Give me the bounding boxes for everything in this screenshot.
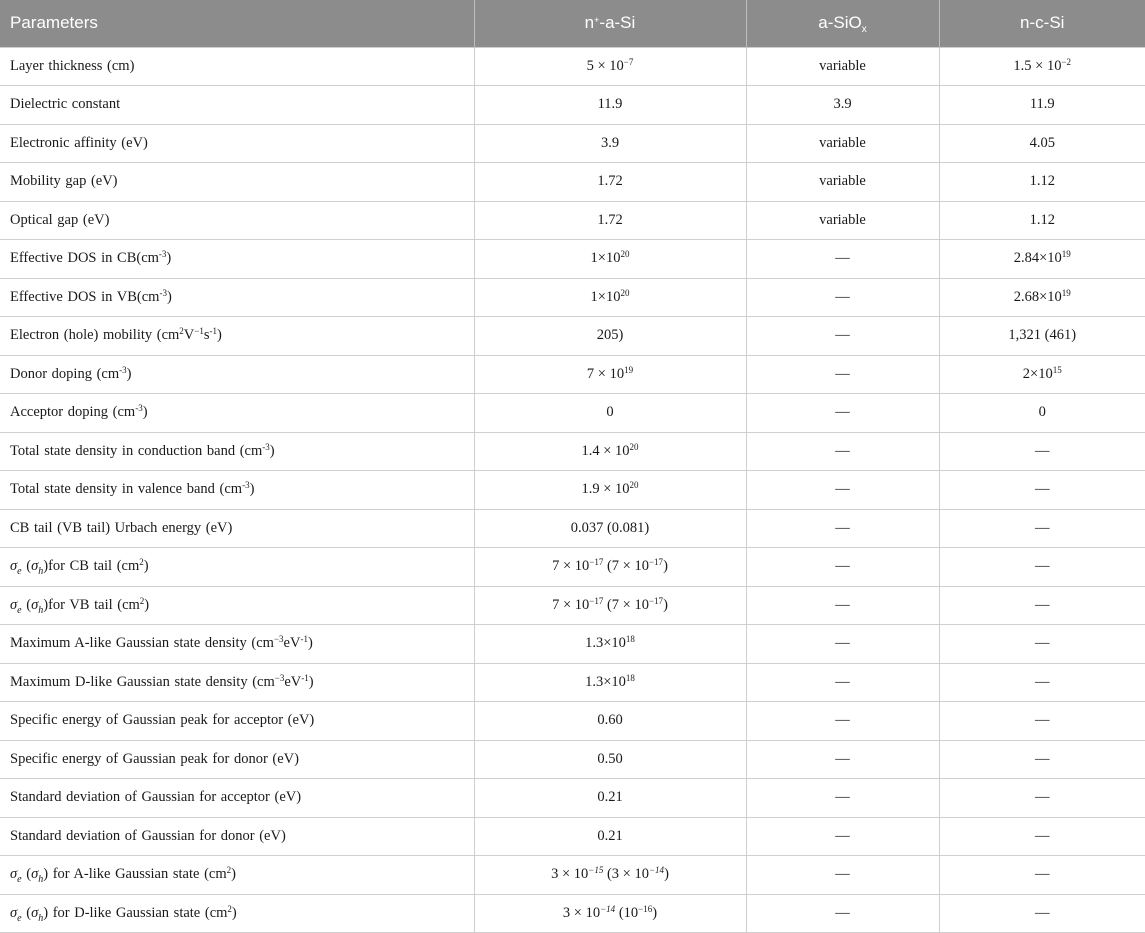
cell-n-c-si: $1.5 \times 10^{-2}$ (939, 47, 1145, 86)
table-row (0, 509, 1145, 548)
cell-n-c-si: $2\times 10^{15}$ (939, 355, 1145, 394)
cell-parameter: $\sigma_e$ $(\sigma_h)$ for D-like Gaussian state $(cm^2)$ (0, 894, 474, 933)
cell-a-siox: — (746, 856, 939, 895)
cell-n-c-si: 1,321 (461) (939, 317, 1145, 356)
table-row (0, 317, 1145, 356)
cell-a-siox: — (746, 355, 939, 394)
cell-parameter: Acceptor doping $(cm^{-3})$ (0, 394, 474, 433)
cell-n-plus-a-si: $1\times 10^{20}$ (474, 240, 746, 279)
cell-a-siox: — (746, 740, 939, 779)
cell-parameter: Total state density in conduction band $(cm^{-3})$ (0, 432, 474, 471)
cell-a-siox: — (746, 663, 939, 702)
cell-n-c-si: 1.12 (939, 163, 1145, 202)
cell-parameter: Effective DOS in $VB(cm^{-3})$ (0, 278, 474, 317)
table-row (0, 278, 1145, 317)
cell-a-siox: variable (746, 163, 939, 202)
cell-n-plus-a-si: 0.21 (474, 779, 746, 818)
cell-n-c-si: — (939, 663, 1145, 702)
cell-a-siox: — (746, 586, 939, 625)
cell-parameter: Mobility gap (eV) (0, 163, 474, 202)
cell-a-siox: variable (746, 201, 939, 240)
cell-n-plus-a-si: 0.50 (474, 740, 746, 779)
cell-a-siox: — (746, 625, 939, 664)
cell-n-plus-a-si: 3.9 (474, 124, 746, 163)
cell-a-siox: — (746, 240, 939, 279)
table-row (0, 394, 1145, 433)
table-row (0, 548, 1145, 587)
table-row (0, 740, 1145, 779)
cell-n-c-si: — (939, 779, 1145, 818)
cell-parameter: Standard deviation of Gaussian for donor (eV) (0, 817, 474, 856)
table-row (0, 240, 1145, 279)
cell-n-plus-a-si: $3 \times 10^{-14}$ $(10^{-16})$ (474, 894, 746, 933)
cell-a-siox: — (746, 432, 939, 471)
cell-n-c-si: 11.9 (939, 86, 1145, 125)
cell-a-siox: — (746, 548, 939, 587)
cell-a-siox: 3.9 (746, 86, 939, 125)
table-row (0, 663, 1145, 702)
cell-parameter: Layer thickness (cm) (0, 47, 474, 86)
table-row (0, 124, 1145, 163)
cell-parameter: Effective DOS in $CB(cm^{-3})$ (0, 240, 474, 279)
table-row (0, 47, 1145, 86)
cell-a-siox: — (746, 779, 939, 818)
cell-parameter: Electron (hole) mobility $(cm^2V^{-1}s^{-1})$ (0, 317, 474, 356)
cell-n-plus-a-si: $1\times 10^{20}$ (474, 278, 746, 317)
cell-parameter: Specific energy of Gaussian peak for donor (eV) (0, 740, 474, 779)
cell-parameter: Electronic affinity (eV) (0, 124, 474, 163)
cell-n-plus-a-si: 0.21 (474, 817, 746, 856)
cell-a-siox: variable (746, 124, 939, 163)
header-n-c-si: n-c-Si (1020, 13, 1065, 33)
cell-parameter: $\sigma_e$ $(\sigma_h)for$ VB tail $(cm^2)$ (0, 586, 474, 625)
cell-n-c-si: — (939, 625, 1145, 664)
table-row (0, 894, 1145, 933)
table-row (0, 432, 1145, 471)
cell-n-plus-a-si: 1.72 (474, 201, 746, 240)
cell-a-siox: — (746, 317, 939, 356)
table-row (0, 586, 1145, 625)
cell-parameter: Optical gap (eV) (0, 201, 474, 240)
cell-a-siox: — (746, 894, 939, 933)
table-row (0, 856, 1145, 895)
cell-a-siox: — (746, 471, 939, 510)
cell-n-c-si: — (939, 894, 1145, 933)
cell-n-c-si: — (939, 702, 1145, 741)
cell-n-plus-a-si: $7 \times 10^{-17}$ $(7 \times 10^{-17})$ (474, 548, 746, 587)
cell-a-siox: — (746, 509, 939, 548)
cell-n-plus-a-si: 1.72 (474, 163, 746, 202)
cell-n-c-si: — (939, 548, 1145, 587)
cell-n-c-si: $2.68\times 10^{19}$ (939, 278, 1145, 317)
cell-n-plus-a-si: 0 (474, 394, 746, 433)
cell-a-siox: — (746, 278, 939, 317)
cell-n-c-si: — (939, 509, 1145, 548)
cell-n-c-si: — (939, 586, 1145, 625)
cell-n-plus-a-si: 205) (474, 317, 746, 356)
cell-n-c-si: 4.05 (939, 124, 1145, 163)
table-row (0, 779, 1145, 818)
table-row (0, 702, 1145, 741)
cell-n-c-si: — (939, 471, 1145, 510)
cell-n-plus-a-si: $7 \times 10^{-17}$ $(7 \times 10^{-17})$ (474, 586, 746, 625)
cell-n-c-si: — (939, 740, 1145, 779)
cell-parameter: Maximum D-like Gaussian state density $(cm^{-3}eV^{-1})$ (0, 663, 474, 702)
cell-n-c-si: 0 (939, 394, 1145, 433)
cell-parameter: Dielectric constant (0, 86, 474, 125)
cell-a-siox: — (746, 817, 939, 856)
cell-a-siox: — (746, 702, 939, 741)
cell-n-plus-a-si: 0.037 (0.081) (474, 509, 746, 548)
cell-parameter: $\sigma_e$ $(\sigma_h)for$ CB tail $(cm^2)$ (0, 548, 474, 587)
cell-n-c-si: — (939, 817, 1145, 856)
cell-n-plus-a-si: 0.60 (474, 702, 746, 741)
table-row (0, 471, 1145, 510)
cell-n-plus-a-si: $3 \times 10^{-15}$ $(3 \times 10^{-14})$ (474, 856, 746, 895)
cell-n-plus-a-si: $1.3\times 10^{18}$ (474, 663, 746, 702)
header-n-plus-a-si: n+-a-Si (474, 0, 746, 47)
table-row (0, 817, 1145, 856)
cell-parameter: Donor doping $(cm^{-3})$ (0, 355, 474, 394)
cell-n-plus-a-si: $7 \times 10^{19}$ (474, 355, 746, 394)
header-a-siox: a-SiO$_x$ (746, 0, 939, 47)
cell-n-c-si: $2.84\times 10^{19}$ (939, 240, 1145, 279)
header-parameters: Parameters (0, 0, 474, 47)
cell-parameter: Total state density in valence band $(cm^{-3})$ (0, 471, 474, 510)
cell-parameter: Maximum A-like Gaussian state density $(cm^{-3}eV^{-1})$ (0, 625, 474, 664)
cell-parameter: Standard deviation of Gaussian for acceptor (eV) (0, 779, 474, 818)
cell-a-siox: — (746, 394, 939, 433)
cell-n-plus-a-si: $1.3\times 10^{18}$ (474, 625, 746, 664)
cell-n-c-si: — (939, 432, 1145, 471)
cell-n-c-si: 1.12 (939, 201, 1145, 240)
cell-n-plus-a-si: $5 \times 10^{-7}$ (474, 47, 746, 86)
cell-n-plus-a-si: $1.4 \times 10^{20}$ (474, 432, 746, 471)
table-row (0, 163, 1145, 202)
cell-parameter: CB tail (VB tail) Urbach energy (eV) (0, 509, 474, 548)
cell-a-siox: variable (746, 47, 939, 86)
cell-parameter: Specific energy of Gaussian peak for acceptor (eV) (0, 702, 474, 741)
header-row (0, 0, 1145, 47)
table-row (0, 355, 1145, 394)
cell-parameter: $\sigma_e$ $(\sigma_h)$ for A-like Gaussian state $(cm^2)$ (0, 856, 474, 895)
cell-n-plus-a-si: 11.9 (474, 86, 746, 125)
cell-n-plus-a-si: $1.9 \times 10^{20}$ (474, 471, 746, 510)
table-row (0, 86, 1145, 125)
table-row (0, 201, 1145, 240)
cell-n-c-si: — (939, 856, 1145, 895)
table-row (0, 625, 1145, 664)
